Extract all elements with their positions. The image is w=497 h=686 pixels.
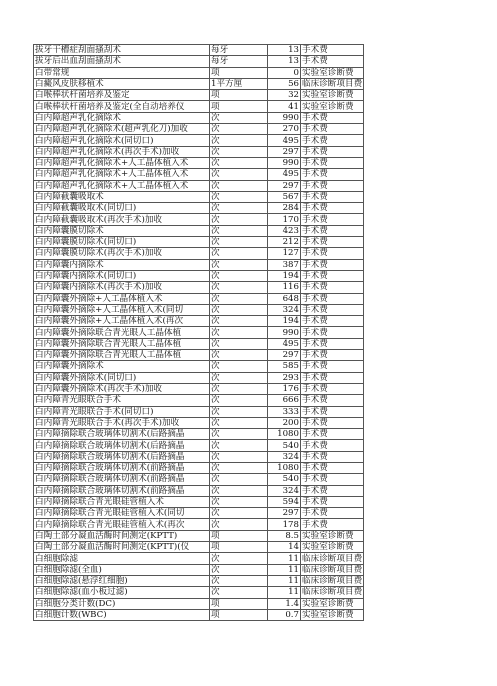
fee-category-cell: 手术费	[301, 248, 364, 259]
unit-cell: 次	[210, 338, 268, 349]
unit-cell: 项	[210, 67, 268, 78]
item-name-cell: 白带常规	[34, 67, 210, 78]
fee-category-cell: 实验室诊断费	[301, 101, 364, 112]
item-name-cell: 白内障囊外摘除+人工晶体植入术	[34, 293, 210, 304]
unit-cell: 次	[210, 157, 268, 168]
unit-cell: 次	[210, 553, 268, 564]
fee-category-cell: 实验室诊断费	[301, 67, 364, 78]
price-cell: 194	[268, 270, 301, 281]
unit-cell: 项	[210, 101, 268, 112]
item-name-cell: 白内障囊外摘除+人工晶体植入术(同切	[34, 304, 210, 315]
table-row	[34, 598, 364, 609]
unit-cell: 次	[210, 429, 268, 440]
price-cell: 594	[268, 496, 301, 507]
price-cell: 270	[268, 124, 301, 135]
price-cell: 13	[268, 56, 301, 67]
fee-category-cell: 手术费	[301, 350, 364, 361]
fee-category-cell: 手术费	[301, 304, 364, 315]
unit-cell: 次	[210, 519, 268, 530]
price-cell: 423	[268, 225, 301, 236]
price-cell: 11	[268, 564, 301, 575]
item-name-cell: 白内障囊膜切除术	[34, 225, 210, 236]
price-cell: 1.4	[268, 598, 301, 609]
table-row	[34, 112, 364, 123]
unit-cell: 次	[210, 383, 268, 394]
table-row	[34, 180, 364, 191]
unit-cell: 次	[210, 248, 268, 259]
unit-cell: 项	[210, 598, 268, 609]
unit-cell: 次	[210, 395, 268, 406]
unit-cell: 项	[210, 530, 268, 541]
item-name-cell: 白内障摘除联合玻璃体切割术(前路摘晶	[34, 462, 210, 473]
unit-cell: 次	[210, 361, 268, 372]
item-name-cell: 白内障囊内摘除术	[34, 259, 210, 270]
price-cell: 11	[268, 553, 301, 564]
item-name-cell: 白内障青光眼联合手术(同切口)	[34, 406, 210, 417]
table-row	[34, 259, 364, 270]
table-row	[34, 169, 364, 180]
fee-category-cell: 手术费	[301, 135, 364, 146]
price-cell: 1080	[268, 429, 301, 440]
item-name-cell: 白癜风皮肤移植术	[34, 78, 210, 89]
price-cell: 127	[268, 248, 301, 259]
price-cell: 333	[268, 406, 301, 417]
table-row	[34, 383, 364, 394]
fee-category-cell: 手术费	[301, 112, 364, 123]
price-cell: 284	[268, 203, 301, 214]
unit-cell: 次	[210, 191, 268, 202]
fee-category-cell: 手术费	[301, 462, 364, 473]
unit-cell: 次	[210, 225, 268, 236]
price-cell: 567	[268, 191, 301, 202]
price-cell: 0.7	[268, 609, 301, 620]
fee-category-cell: 临床诊断项目费	[302, 576, 363, 587]
price-cell: 56	[268, 78, 301, 89]
table-row	[34, 519, 364, 530]
fee-category-cell: 临床诊断项目费	[302, 553, 363, 564]
fee-category-cell: 手术费	[301, 282, 364, 293]
unit-cell: 项	[210, 90, 268, 101]
item-name-cell: 白内障囊外摘除联合青光眼人工晶体植	[34, 350, 210, 361]
fee-category-cell: 手术费	[301, 270, 364, 281]
item-name-cell: 白内障囊膜切除术(同切口)	[34, 237, 210, 248]
item-name-cell: 白内障青光眼联合手术(再次手术)加收	[34, 417, 210, 428]
price-cell: 297	[268, 146, 301, 157]
fee-category-cell: 实验室诊断费	[301, 542, 364, 553]
item-name-cell: 白内障截囊吸取术	[34, 191, 210, 202]
fee-category-cell: 手术费	[301, 214, 364, 225]
table-row	[34, 440, 364, 451]
item-name-cell: 白细胞分类计数(DC)	[34, 598, 210, 609]
price-cell: 13	[268, 45, 301, 56]
item-name-cell: 白陶土部分凝血活酶时间测定(KPTT)(仪	[34, 542, 210, 553]
price-cell: 666	[268, 395, 301, 406]
fee-category-cell: 手术费	[301, 440, 364, 451]
fee-category-cell: 手术费	[301, 225, 364, 236]
unit-cell: 每牙	[210, 45, 268, 56]
table-row	[34, 78, 364, 89]
fee-category-cell: 手术费	[301, 508, 364, 519]
fee-category-cell: 手术费	[301, 124, 364, 135]
item-name-cell: 白内障截囊吸取术(同切口)	[34, 203, 210, 214]
unit-cell: 次	[210, 237, 268, 248]
table-row	[34, 316, 364, 327]
item-name-cell: 白内障囊外摘除联合青光眼人工晶体植	[34, 338, 210, 349]
unit-cell: 次	[210, 417, 268, 428]
fee-category-cell: 手术费	[301, 451, 364, 462]
price-cell: 495	[268, 169, 301, 180]
unit-cell: 次	[210, 293, 268, 304]
price-cell: 495	[268, 135, 301, 146]
price-cell: 32	[268, 90, 301, 101]
unit-cell: 次	[210, 146, 268, 157]
price-cell: 540	[268, 440, 301, 451]
table-row	[34, 293, 364, 304]
price-cell: 990	[268, 327, 301, 338]
fee-category-cell: 手术费	[301, 395, 364, 406]
unit-cell: 次	[210, 587, 268, 598]
price-cell: 324	[268, 485, 301, 496]
table-row	[34, 508, 364, 519]
fee-category-cell: 手术费	[301, 169, 364, 180]
fee-category-cell: 手术费	[301, 383, 364, 394]
table-row	[34, 248, 364, 259]
price-cell: 178	[268, 519, 301, 530]
fee-category-cell: 手术费	[301, 180, 364, 191]
table-row	[34, 417, 364, 428]
price-cell: 495	[268, 338, 301, 349]
item-name-cell: 白内障摘除联合青光眼硅管植入术	[34, 496, 210, 507]
unit-cell: 次	[210, 124, 268, 135]
fee-category-cell: 手术费	[301, 519, 364, 530]
price-cell: 324	[268, 451, 301, 462]
item-name-cell: 白内障囊外摘除术(同切口)	[34, 372, 210, 383]
table-row	[34, 350, 364, 361]
price-cell: 11	[268, 587, 301, 598]
unit-cell: 次	[210, 440, 268, 451]
unit-cell: 1平方厘	[210, 78, 268, 89]
fee-category-cell: 手术费	[301, 485, 364, 496]
unit-cell: 次	[210, 180, 268, 191]
fee-category-cell: 手术费	[301, 338, 364, 349]
table-row	[34, 429, 364, 440]
unit-cell: 次	[210, 575, 268, 586]
item-name-cell: 拔牙干槽症刮面搔刮术	[34, 45, 210, 56]
item-name-cell: 白内障青光眼联合手术	[34, 395, 210, 406]
item-name-cell: 白喉棒状杆菌培养及鉴定(全自动培养仪	[34, 101, 210, 112]
table-row	[34, 553, 364, 564]
table-row	[34, 564, 364, 575]
price-cell: 297	[268, 350, 301, 361]
table-row	[34, 191, 364, 202]
fee-category-cell: 手术费	[301, 327, 364, 338]
table-row	[34, 90, 364, 101]
item-name-cell: 白内障囊膜切除术(再次手术)加收	[34, 248, 210, 259]
item-name-cell: 白内障摘除联合玻璃体切割术(前路摘晶	[34, 474, 210, 485]
price-cell: 11	[268, 575, 301, 586]
table-row	[34, 338, 364, 349]
price-cell: 990	[268, 112, 301, 123]
table-row	[34, 587, 364, 598]
unit-cell: 次	[210, 270, 268, 281]
fee-category-cell: 临床诊断项目费	[302, 79, 363, 90]
table-row	[34, 361, 364, 372]
fee-category-cell: 手术费	[301, 417, 364, 428]
table-row	[34, 101, 364, 112]
table-row	[34, 496, 364, 507]
item-name-cell: 白内障囊内摘除术(同切口)	[34, 270, 210, 281]
price-cell: 585	[268, 361, 301, 372]
price-cell: 41	[268, 101, 301, 112]
table-row	[34, 372, 364, 383]
unit-cell: 次	[210, 112, 268, 123]
fee-category-cell: 手术费	[301, 496, 364, 507]
unit-cell: 次	[210, 304, 268, 315]
fee-category-cell: 手术费	[301, 203, 364, 214]
item-name-cell: 白内障超声乳化摘除术(同切口)	[34, 135, 210, 146]
fee-category-cell: 手术费	[301, 45, 364, 56]
item-name-cell: 白内障超声乳化摘除术	[34, 112, 210, 123]
item-name-cell: 白内障超声乳化摘除术(超声乳化刀)加收	[34, 124, 210, 135]
table-row	[34, 270, 364, 281]
table-row	[34, 406, 364, 417]
unit-cell: 项	[210, 609, 268, 620]
item-name-cell: 白细胞计数(WBC)	[34, 609, 210, 620]
item-name-cell: 白喉棒状杆菌培养及鉴定	[34, 90, 210, 101]
fee-category-cell: 临床诊断项目费	[302, 587, 363, 598]
table-row	[34, 282, 364, 293]
price-cell: 14	[268, 542, 301, 553]
fee-category-cell: 手术费	[301, 316, 364, 327]
item-name-cell: 白内障摘除联合青光眼硅管植入术(再次	[34, 519, 210, 530]
item-name-cell: 白内障摘除联合玻璃体切割术(后路摘晶	[34, 429, 210, 440]
fee-category-cell: 手术费	[301, 237, 364, 248]
price-cell: 8.5	[268, 530, 301, 541]
price-cell: 116	[268, 282, 301, 293]
price-cell: 170	[268, 214, 301, 225]
table-row	[34, 237, 364, 248]
price-cell: 297	[268, 180, 301, 191]
table-row	[34, 609, 364, 620]
fee-category-cell: 实验室诊断费	[301, 598, 364, 609]
table-row	[34, 203, 364, 214]
fee-category-cell: 手术费	[301, 157, 364, 168]
fee-category-cell: 手术费	[301, 293, 364, 304]
table-row	[34, 542, 364, 553]
table-row	[34, 327, 364, 338]
fee-table	[33, 44, 364, 621]
price-cell: 387	[268, 259, 301, 270]
unit-cell: 次	[210, 316, 268, 327]
item-name-cell: 白陶土部分凝血活酶时间测定(KPTT)	[34, 530, 210, 541]
unit-cell: 次	[210, 462, 268, 473]
fee-category-cell: 实验室诊断费	[301, 609, 364, 620]
unit-cell: 次	[210, 474, 268, 485]
table-row	[34, 67, 364, 78]
price-cell: 297	[268, 508, 301, 519]
item-name-cell: 白内障囊内摘除术(再次手术)加收	[34, 282, 210, 293]
table-row	[34, 304, 364, 315]
price-cell: 212	[268, 237, 301, 248]
fee-category-cell: 临床诊断项目费	[302, 564, 363, 575]
item-name-cell: 白细胞除滤	[34, 553, 210, 564]
price-cell: 648	[268, 293, 301, 304]
item-name-cell: 白内障超声乳化摘除术+人工晶体植入术	[34, 180, 210, 191]
unit-cell: 次	[210, 135, 268, 146]
fee-category-cell: 实验室诊断费	[301, 530, 364, 541]
table-row	[34, 530, 364, 541]
item-name-cell: 白内障囊外摘除术(再次手术)加收	[34, 383, 210, 394]
item-name-cell: 白内障超声乳化摘除术(再次手术)加收	[34, 146, 210, 157]
price-cell: 324	[268, 304, 301, 315]
unit-cell: 次	[210, 485, 268, 496]
fee-category-cell: 手术费	[301, 361, 364, 372]
item-name-cell: 白内障囊外摘除联合青光眼人工晶体植	[34, 327, 210, 338]
unit-cell: 次	[210, 406, 268, 417]
item-name-cell: 白内障摘除联合青光眼硅管植入术(同切	[34, 508, 210, 519]
table-row	[34, 575, 364, 586]
table-row	[34, 45, 364, 56]
item-name-cell: 白内障囊外摘除+人工晶体植入术(再次	[34, 316, 210, 327]
unit-cell: 次	[210, 169, 268, 180]
item-name-cell: 白内障截囊吸取术(再次手术)加收	[34, 214, 210, 225]
price-cell: 1080	[268, 462, 301, 473]
fee-category-cell: 手术费	[301, 259, 364, 270]
fee-category-cell: 手术费	[301, 146, 364, 157]
fee-category-cell: 手术费	[301, 429, 364, 440]
fee-category-cell: 手术费	[301, 406, 364, 417]
unit-cell: 次	[210, 372, 268, 383]
item-name-cell: 白细胞除滤(血小板过滤)	[34, 587, 210, 598]
unit-cell: 次	[210, 203, 268, 214]
unit-cell: 次	[210, 508, 268, 519]
price-cell: 200	[268, 417, 301, 428]
fee-category-cell: 手术费	[301, 191, 364, 202]
table-row	[34, 225, 364, 236]
table-row	[34, 485, 364, 496]
table-row	[34, 395, 364, 406]
item-name-cell: 白细胞除滤(全血)	[34, 564, 210, 575]
price-cell: 540	[268, 474, 301, 485]
table-row	[34, 146, 364, 157]
table-row	[34, 451, 364, 462]
table-row	[34, 124, 364, 135]
item-name-cell: 白内障囊外摘除术	[34, 361, 210, 372]
price-cell: 194	[268, 316, 301, 327]
price-cell: 176	[268, 383, 301, 394]
unit-cell: 次	[210, 327, 268, 338]
table-row	[34, 56, 364, 67]
unit-cell: 项	[210, 542, 268, 553]
item-name-cell: 白内障超声乳化摘除术+人工晶体植入术	[34, 157, 210, 168]
unit-cell: 每牙	[210, 56, 268, 67]
fee-category-cell: 手术费	[301, 56, 364, 67]
unit-cell: 次	[210, 564, 268, 575]
table-row	[34, 462, 364, 473]
item-name-cell: 白内障摘除联合玻璃体切割术(后路摘晶	[34, 440, 210, 451]
item-name-cell: 白内障超声乳化摘除术+人工晶体植入术	[34, 169, 210, 180]
item-name-cell: 拔牙后出血刮面搔刮术	[34, 56, 210, 67]
item-name-cell: 白细胞除滤(悬浮红细胞)	[34, 575, 210, 586]
unit-cell: 次	[210, 496, 268, 507]
table-row	[34, 135, 364, 146]
unit-cell: 次	[210, 350, 268, 361]
unit-cell: 次	[210, 259, 268, 270]
table-row	[34, 474, 364, 485]
price-cell: 990	[268, 157, 301, 168]
unit-cell: 次	[210, 451, 268, 462]
price-cell: 293	[268, 372, 301, 383]
item-name-cell: 白内障摘除联合玻璃体切割术(后路摘晶	[34, 451, 210, 462]
table-row	[34, 214, 364, 225]
fee-table-body	[34, 45, 364, 621]
unit-cell: 次	[210, 214, 268, 225]
price-cell: 0	[268, 67, 301, 78]
fee-category-cell: 手术费	[301, 474, 364, 485]
fee-category-cell: 实验室诊断费	[301, 90, 364, 101]
table-row	[34, 157, 364, 168]
fee-category-cell: 手术费	[301, 372, 364, 383]
item-name-cell: 白内障摘除联合玻璃体切割术(前路摘晶	[34, 485, 210, 496]
unit-cell: 次	[210, 282, 268, 293]
